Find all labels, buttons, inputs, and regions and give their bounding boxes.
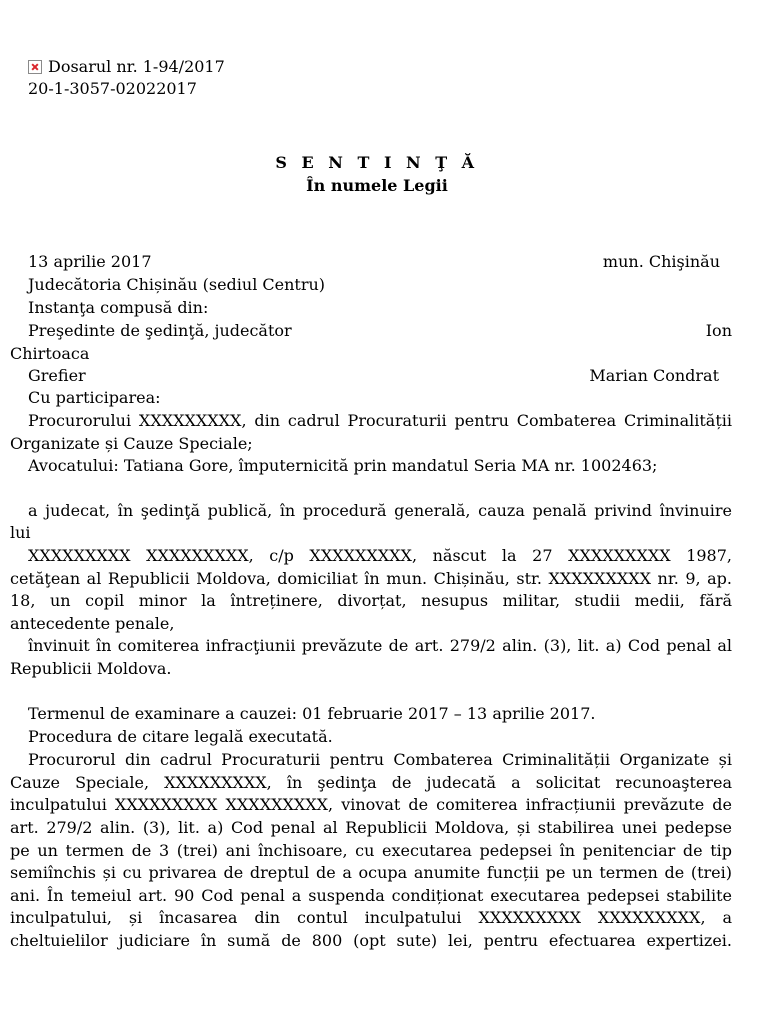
- prosecutor-request-line-2: Cauze Speciale, XXXXXXXXX, în şedinţa de judecată a solicitat recunoaşterea: [10, 773, 732, 792]
- prosecutor-request-line-1: Procurorul din cadrul Procuraturii pentru Combaterea Criminalității Organizate și: [28, 750, 732, 769]
- prosecutor-request-line-5: pe un termen de 3 (trei) ani închisoare, cu executarea pedepsei în penitenciar de tip: [10, 841, 732, 860]
- judgment-line-1: a judecat, în şedinţă publică, în procedură generală, cauza penală privind învinuire: [28, 501, 732, 520]
- prosecutor-request-line-6: semiînchis și cu privarea de dreptul de a ocupa anumite funcții pe un termen de (trei): [10, 863, 732, 882]
- charge-line-1: învinuit în comiterea infracţiunii prevăzute de art. 279/2 alin. (3), lit. a) Cod penal al: [28, 636, 732, 655]
- case-code: 20-1-3057-02022017: [28, 79, 197, 98]
- clerk-line: [10, 365, 732, 387]
- presiding-role: Preşedinte de şedinţă, judecător: [28, 321, 292, 340]
- presiding-judge-line: [10, 320, 732, 342]
- prosecutor-line-1: Procurorului XXXXXXXXX, din cadrul Procuraturii pentru Combaterea Criminalității: [28, 411, 732, 430]
- document-page: [10, 0, 732, 1024]
- prosecutor-request-line-4: art. 279/2 alin. (3), lit. a) Cod penal al Republicii Moldova, și stabilirea unei pedepse: [10, 818, 732, 837]
- dossier-line: [10, 56, 732, 78]
- clerk-role: Grefier: [28, 366, 86, 385]
- defendant-line-3: 18, un copil minor la întreținere, divorțat, nesupus militar, studii medii, fără: [10, 591, 732, 610]
- date-city-line: [10, 251, 732, 273]
- examination-term: Termenul de examinare a cauzei: 01 februarie 2017 – 13 aprilie 2017.: [28, 704, 596, 723]
- prosecutor-request-line-8: inculpatului, și încasarea din contul inculpatului XXXXXXXXX XXXXXXXXX, a: [10, 908, 732, 927]
- sentence-date: 13 aprilie 2017: [28, 252, 152, 271]
- defendant-line-4: antecedente penale,: [10, 614, 175, 633]
- judge-first-name: Ion: [705, 321, 732, 340]
- clerk-name: Marian Condrat: [589, 366, 719, 385]
- participation-heading: Cu participarea:: [28, 388, 161, 407]
- defendant-line-1: XXXXXXXXX XXXXXXXXX, c/p XXXXXXXXX, născut la 27 XXXXXXXXX 1987,: [28, 546, 732, 565]
- charge-line-2: Republicii Moldova.: [10, 659, 172, 678]
- broken-image-icon: [28, 60, 42, 74]
- court-name: Judecătoria Chișinău (sediul Centru): [28, 275, 326, 294]
- defendant-line-2: cetăţean al Republicii Moldova, domiciliat în mun. Chișinău, str. XXXXXXXXX nr. 9, ap.: [10, 569, 732, 588]
- court-composition: Instanţa compusă din:: [28, 298, 209, 317]
- document-title: S E N T I N Ţ Ă: [275, 153, 479, 172]
- lawyer-line: Avocatului: Tatiana Gore, împuternicită prin mandatul Seria MA nr. 1002463;: [28, 456, 658, 475]
- citation-procedure: Procedura de citare legală executată.: [28, 727, 333, 746]
- prosecutor-request-line-7: ani. În temeiul art. 90 Cod penal a suspenda condiționat executarea pedepsei stabilite: [10, 886, 732, 905]
- judgment-line-2: lui: [10, 523, 31, 542]
- dossier-number: Dosarul nr. 1-94/2017: [48, 57, 225, 76]
- prosecutor-request-line-3: inculpatului XXXXXXXXX XXXXXXXXX, vinovat de comiterea infracțiunii prevăzute de: [10, 795, 732, 814]
- prosecutor-line-2: Organizate și Cauze Speciale;: [10, 434, 253, 453]
- document-subtitle: În numele Legii: [306, 176, 448, 195]
- sentence-city: mun. Chişinău: [602, 252, 720, 271]
- prosecutor-request-line-9: cheltuielilor judiciare în sumă de 800 (opt sute) lei, pentru efectuarea expertizei.: [10, 931, 732, 950]
- judge-last-name: Chirtoaca: [10, 344, 90, 363]
